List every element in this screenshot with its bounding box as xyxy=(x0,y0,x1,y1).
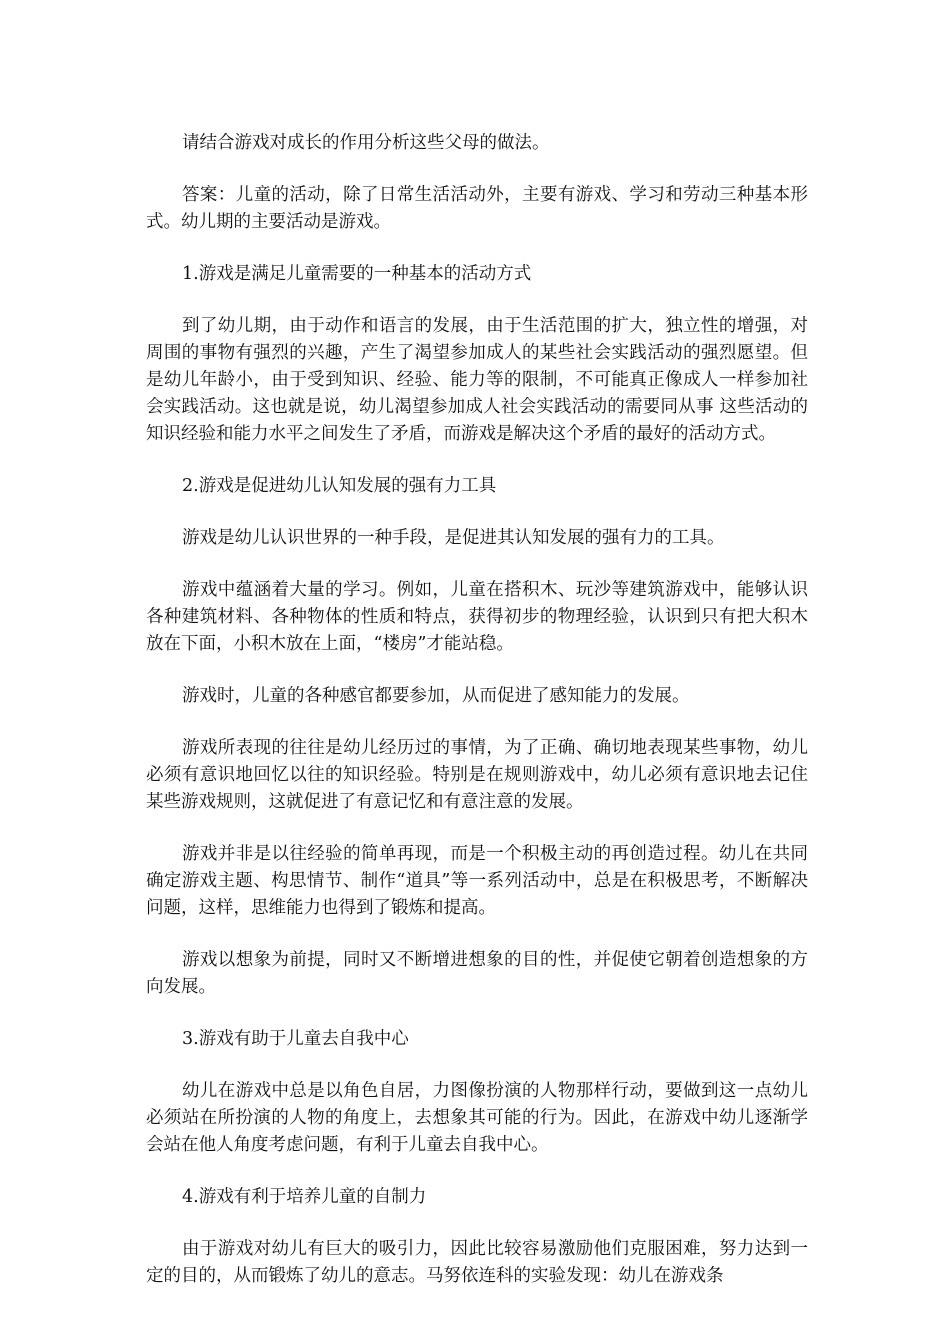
body-paragraph: 游戏并非是以往经验的简单再现，而是一个积极主动的再创造过程。幼儿在共同确定游戏主题、构思情节、制作“道具”等一系列活动中，总是在积极思考，不断解决问题，这样，思维能力也得到了锻炼和提高。 xyxy=(146,844,808,918)
body-paragraph: 游戏时，儿童的各种感官都要参加，从而促进了感知能力的发展。 xyxy=(182,686,690,706)
section-heading-3: 3.游戏有助于儿童去自我中心 xyxy=(182,1029,409,1049)
answer-intro: 答案：儿童的活动，除了日常生活活动外，主要有游戏、学习和劳动三种基本形式。幼儿期的主要活动是游戏。 xyxy=(146,185,808,232)
document-body xyxy=(146,130,808,1315)
question-prompt: 请结合游戏对成长的作用分析这些父母的做法。 xyxy=(182,133,550,153)
body-paragraph: 游戏中蕴涵着大量的学习。例如，儿童在搭积木、玩沙等建筑游戏中，能够认识各种建筑材料、各种物体的性质和特点，获得初步的物理经验，认识到只有把大积木放在下面，小积木放在上面，“楼房”才能站稳。 xyxy=(146,580,808,654)
section-heading-4: 4.游戏有利于培养儿童的自制力 xyxy=(182,1187,427,1207)
section-heading-2: 2.游戏是促进幼儿认知发展的强有力工具 xyxy=(182,476,497,496)
section-heading-1: 1.游戏是满足儿童需要的一种基本的活动方式 xyxy=(182,264,532,284)
body-paragraph: 游戏以想象为前提，同时又不断增进想象的目的性，并促使它朝着创造想象的方向发展。 xyxy=(146,950,808,997)
body-paragraph: 幼儿在游戏中总是以角色自居，力图像扮演的人物那样行动，要做到这一点幼儿必须站在所扮演的人物的角度上，去想象其可能的行为。因此，在游戏中幼儿逐渐学会站在他人角度考虑问题，有利于儿童去自我中心。 xyxy=(146,1081,808,1155)
body-paragraph: 游戏是幼儿认识世界的一种手段，是促进其认知发展的强有力的工具。 xyxy=(182,528,725,548)
body-paragraph: 到了幼儿期，由于动作和语言的发展，由于生活范围的扩大，独立性的增强，对周围的事物有强烈的兴趣，产生了渴望参加成人的某些社会实践活动的强烈愿望。但是幼儿年龄小，由于受到知识、经验、能力等的限制，不可能真正像成人一样参加社会实践活动。这也就是说，幼儿渴望参加成人社会实践活动的需要同从事 这些活动的知识经验和能力水平之间发生了矛盾，而游戏是解决这个矛盾的最好的活动方式。 xyxy=(146,316,808,444)
body-paragraph: 由于游戏对幼儿有巨大的吸引力，因此比较容易激励他们克服困难，努力达到一定的目的，从而锻炼了幼儿的意志。马努依连科的实验发现：幼儿在游戏条 xyxy=(146,1239,808,1286)
body-paragraph: 游戏所表现的往往是幼儿经历过的事情，为了正确、确切地表现某些事物，幼儿必须有意识地回忆以往的知识经验。特别是在规则游戏中，幼儿必须有意识地去记住某些游戏规则，这就促进了有意记忆和有意注意的发展。 xyxy=(146,738,808,812)
